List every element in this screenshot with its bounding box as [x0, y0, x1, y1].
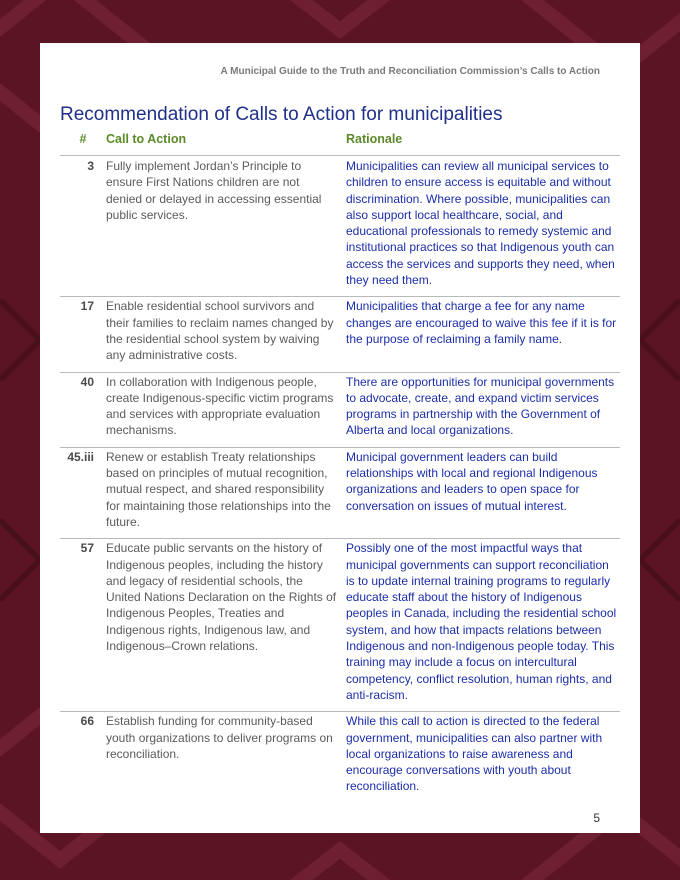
calls-to-action-table: [60, 129, 620, 803]
column-header-call-to-action: Call to Action: [106, 129, 346, 156]
call-text: Renew or establish Treaty relationships based on principles of mutual recognition, mutual respect, and shared responsibility for maintaining those relationships into the future.: [106, 447, 346, 538]
table-row: [60, 372, 620, 447]
document-page: [40, 43, 640, 833]
call-text: Enable residential school survivors and their families to reclaim names changed by the residential school system by waiving any administrative costs.: [106, 297, 346, 372]
column-header-rationale: Rationale: [346, 129, 620, 156]
table-row: [60, 539, 620, 712]
table-header-row: [60, 129, 620, 156]
call-text: In collaboration with Indigenous people, create Indigenous-specific victim programs and services with appropriate evaluation mechanisms.: [106, 372, 346, 447]
table-row: [60, 712, 620, 803]
call-number: 57: [60, 539, 106, 712]
page-title: Recommendation of Calls to Action for municipalities: [60, 104, 503, 125]
rationale-text: Municipalities can review all municipal services to children to ensure access is equitable and without discrimination. Where possible, municipalities can also support local healthcare, social, and educational professionals to remedy systemic and institutional practices so that Indigenous youth can access the services and supports they need, when they need them.: [346, 156, 620, 297]
call-number: 3: [60, 156, 106, 297]
call-text: Establish funding for community-based youth organizations to deliver programs on reconciliation.: [106, 714, 333, 761]
column-header-number: #: [60, 129, 106, 156]
call-number: 17: [60, 297, 106, 372]
page-number: 5: [593, 811, 600, 825]
table-row: [60, 447, 620, 538]
call-number: 45.iii: [60, 447, 106, 538]
call-text: Fully implement Jordan’s Principle to ensure First Nations children are not denied or delayed in accessing essential public services.: [106, 156, 346, 297]
call-number: 66: [80, 714, 94, 729]
table-row: [60, 297, 620, 372]
rationale-text: Municipal government leaders can build relationships with local and regional Indigenous organizations and leaders to open space for conversation on issues of mutual interest.: [346, 447, 620, 538]
rationale-text: Possibly one of the most impactful ways that municipal governments can support reconciliation is to update internal training programs to regularly educate staff about the history of Indigenous peoples in Canada, including the residential school system, and how that impacts relations between Indigenous and non-Indigenous people today. This training may include a focus on intercultural competency, conflict resolution, human rights, and anti-racism.: [346, 539, 620, 712]
running-header: A Municipal Guide to the Truth and Reconciliation Commission’s Calls to Action: [220, 66, 600, 77]
rationale-text: There are opportunities for municipal governments to advocate, create, and expand victim services programs in partnership with the Government of Alberta and local organizations.: [346, 372, 620, 447]
call-text: Educate public servants on the history of Indigenous peoples, including the history and legacy of residential schools, the United Nations Declaration on the Rights of Indigenous Peoples, Treaties and Indigenous rights, Indigenous law, and Indigenous–Crown relations.: [106, 539, 346, 712]
rationale-text: While this call to action is directed to the federal government, municipalities can also partner with local organizations to raise awareness and encourage conversations with youth about reconciliation.: [346, 714, 603, 794]
table-row: [60, 156, 620, 297]
rationale-text: Municipalities that charge a fee for any name changes are encouraged to waive this fee if it is for the purpose of reclaiming a family name.: [346, 297, 620, 372]
call-number: 40: [60, 372, 106, 447]
